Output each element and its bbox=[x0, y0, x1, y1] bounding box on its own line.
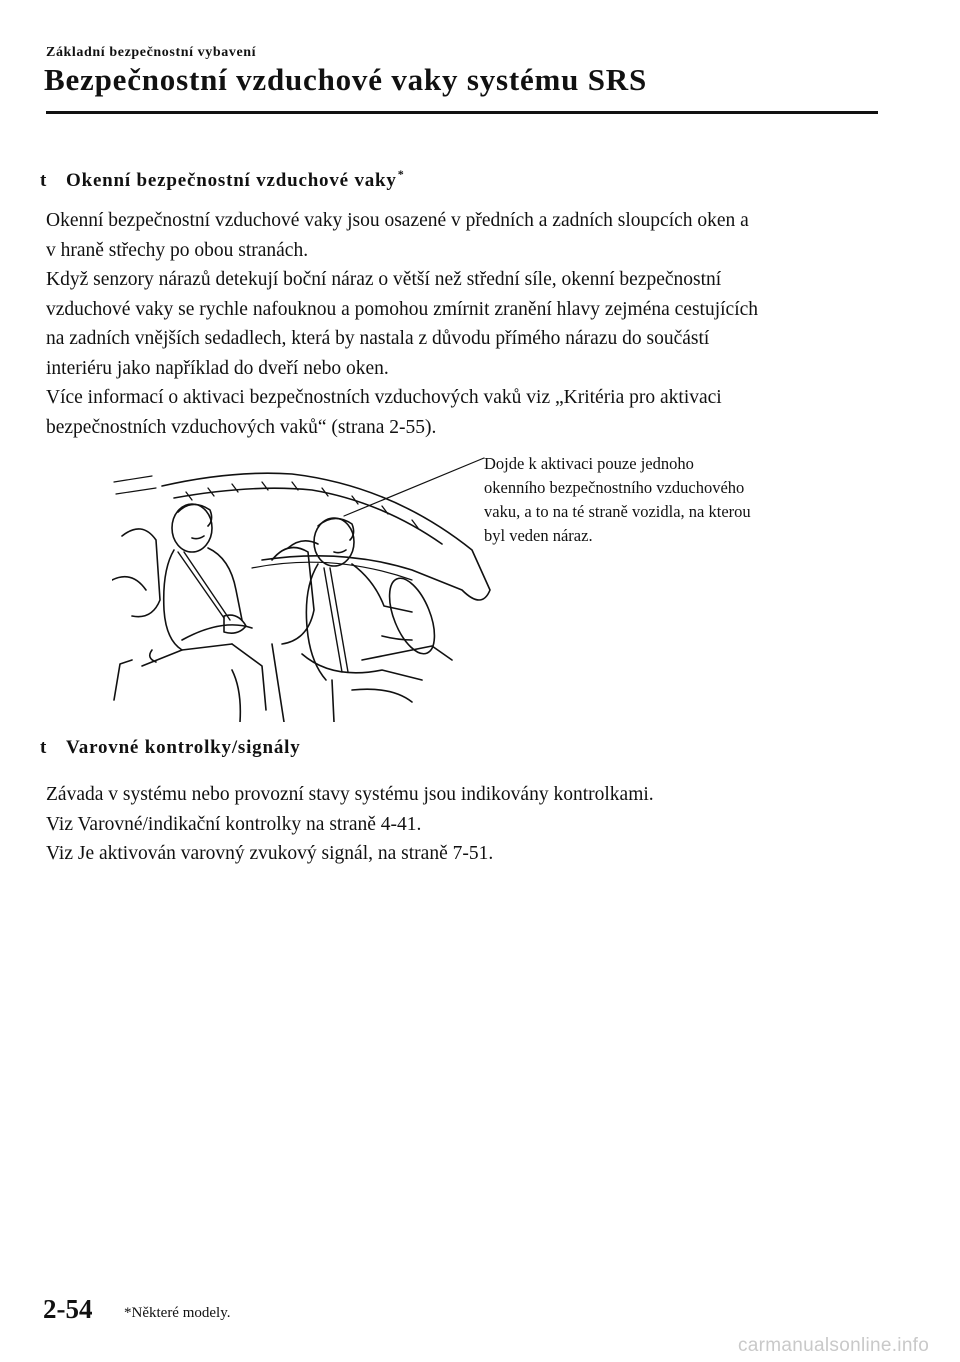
section-heading-text: Okenní bezpečnostní vzduchové vaky bbox=[66, 170, 397, 191]
figure-callout bbox=[484, 452, 814, 548]
section-label: Základní bezpečnostní vybavení bbox=[46, 45, 257, 60]
watermark: carmanualsonline.info bbox=[738, 1335, 930, 1356]
section-heading-text: Varovné kontrolky/signály bbox=[66, 737, 301, 758]
title-rule bbox=[46, 111, 878, 114]
callout-line: Dojde k aktivaci pouze jednoho bbox=[484, 454, 694, 473]
body-line: vzduchové vaky se rychle nafouknou a pomohou zmírnit zranění hlavy zejména cestujících bbox=[46, 298, 759, 320]
body-line: interiéru jako například do dveří nebo oken. bbox=[46, 357, 389, 379]
callout-line: byl veden náraz. bbox=[484, 526, 593, 545]
body-line: bezpečnostních vzduchových vaků“ (strana 2-55). bbox=[46, 416, 437, 438]
footnote: *Některé modely. bbox=[124, 1305, 231, 1321]
body-line: Okenní bezpečnostní vzduchové vaky jsou osazené v předních a zadních sloupcích oken a bbox=[46, 210, 749, 231]
section-heading-window-airbags bbox=[40, 167, 405, 192]
window-airbag-illustration bbox=[112, 440, 508, 722]
section2-body bbox=[46, 780, 876, 869]
callout-line: okenního bezpečnostního vzduchového bbox=[484, 478, 745, 497]
footnote-mark: * bbox=[397, 167, 405, 181]
callout-line: vaku, a to na té straně vozidla, na kterou bbox=[484, 502, 751, 521]
body-line: Viz Je aktivován varovný zvukový signál, na straně 7-51. bbox=[46, 843, 494, 864]
page-number: 2-54 bbox=[43, 1294, 93, 1324]
section1-body bbox=[46, 206, 876, 442]
body-line: na zadních vnějších sedadlech, která by nastala z důvodu přímého nárazu do součástí bbox=[46, 328, 710, 349]
body-line: Viz Varovné/indikační kontrolky na straně 4-41. bbox=[46, 813, 422, 835]
section-heading-warning-lights bbox=[40, 737, 301, 759]
body-line: v hraně střechy po obou stranách. bbox=[46, 239, 309, 261]
body-line: Více informací o aktivaci bezpečnostních vzduchových vaků viz „Kritéria pro aktivaci bbox=[46, 387, 722, 408]
body-line: Závada v systému nebo provozní stavy systému jsou indikovány kontrolkami. bbox=[46, 784, 654, 805]
bullet-icon: t bbox=[40, 737, 48, 758]
page-title: Bezpečnostní vzduchové vaky systému SRS bbox=[44, 62, 648, 97]
body-line: Když senzory nárazů detekují boční náraz o větší než střední síle, okenní bezpečnostní bbox=[46, 269, 722, 290]
bullet-icon: t bbox=[40, 170, 48, 191]
